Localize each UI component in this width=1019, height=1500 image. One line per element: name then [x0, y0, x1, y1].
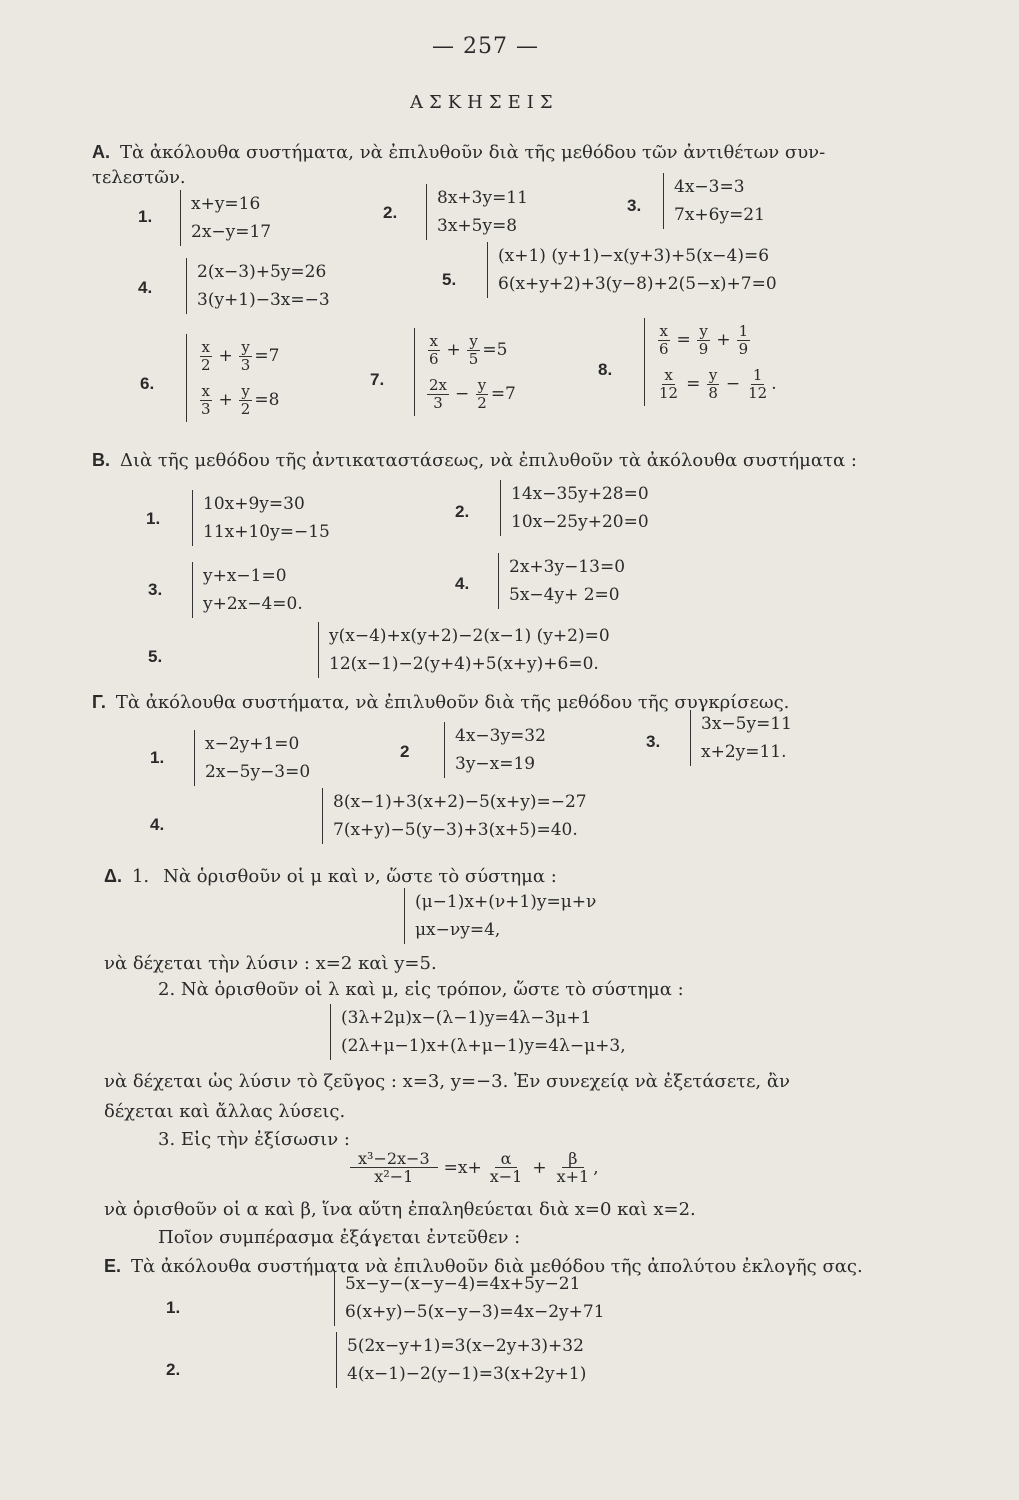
section-c-letter: Γ.: [92, 692, 106, 712]
fraction: x 6: [429, 331, 439, 368]
c-1-system: [194, 730, 310, 786]
section-b-heading: [92, 448, 857, 473]
fraction: $\frac{\alpha}{x-1}$: [489, 1149, 523, 1186]
a-4-number: 4.: [138, 278, 153, 297]
a-2-system: [426, 184, 528, 240]
equation: 11x+10y=−15: [203, 522, 330, 542]
b-2-system: [500, 480, 649, 536]
equation: 2x+3y−13=0: [509, 557, 626, 577]
b-4-number: 4.: [455, 574, 470, 593]
c-2-system: [444, 722, 546, 778]
d-2-text: 2. Νὰ ὁρισθοῦν οἱ λ καὶ μ, εἰς τρόπον, ὥστε τὸ σύστημα :: [158, 979, 684, 1000]
d-1-system: [404, 888, 596, 944]
fraction: $\frac{y}{8}$: [708, 365, 718, 402]
a-7-system: [414, 328, 516, 416]
equation: x+2y=11.: [701, 742, 787, 762]
d-2-system: [330, 1004, 626, 1060]
a-7-number: 7.: [370, 370, 385, 389]
section-a-letter: Α.: [92, 142, 110, 162]
equation: 4(x−1)−2(y−1)=3(x+2y+1): [347, 1364, 587, 1384]
d-3-question: Ποῖον συμπέρασμα ἐξάγεται ἐντεῦθεν :: [158, 1227, 521, 1248]
equation: y+2x−4=0.: [203, 594, 303, 614]
equation: 4x−3=3: [674, 177, 745, 197]
page-title: ΑΣΚΗΣΕΙΣ: [410, 92, 559, 113]
equation: 8x+3y=11: [437, 188, 528, 208]
section-b-letter: Β.: [92, 450, 110, 470]
b-4-system: [498, 553, 625, 609]
equation: x−2y+1=0: [205, 734, 300, 754]
c-3-system: [690, 710, 792, 766]
section-b-intro: Διὰ τῆς μεθόδου τῆς ἀντικαταστάσεως, νὰ ἐπιλυθοῦν τὰ ἀκόλουθα συστήματα :: [120, 450, 857, 471]
equation: x 6 + $\frac{y}{5}$ =5: [429, 331, 508, 368]
d-1-after: νὰ δέχεται τὴν λύσιν : x=2 καὶ y=5.: [104, 953, 437, 974]
fraction: $\frac{y}{2}$: [240, 381, 251, 418]
fraction: x 3: [201, 381, 211, 418]
equation: 10x−25y+20=0: [511, 512, 649, 532]
section-d-letter: Δ.: [104, 866, 122, 886]
page-number: — 257 —: [432, 34, 539, 59]
b-3-number: 3.: [148, 580, 163, 599]
equation: (3λ+2μ)x−(λ−1)y=4λ−3μ+1: [341, 1008, 592, 1028]
equation: (μ−1)x+(ν+1)y=μ+ν: [415, 892, 597, 912]
a-4-system: [186, 258, 330, 314]
equation: 5x−y−(x−y−4)=4x+5y−21: [345, 1274, 581, 1294]
section-c-intro: Τὰ ἀκόλουθα συστήματα, νὰ ἐπιλυθοῦν διὰ τῆς μεθόδου τῆς συγκρίσεως.: [115, 692, 790, 713]
c-2-number: 2: [400, 742, 410, 761]
b-5-system: [318, 622, 610, 678]
a-3-number: 3.: [627, 196, 642, 215]
a-5-number: 5.: [442, 270, 457, 289]
d-1-number: 1.: [131, 866, 150, 887]
c-4-number: 4.: [150, 815, 165, 834]
equation: 3x−5y=11: [701, 714, 792, 734]
fraction: 2x 3: [429, 375, 448, 412]
fraction: x 2: [201, 337, 211, 374]
fraction: $\frac{y}{5}$: [468, 331, 479, 368]
d-2-after-1: νὰ δέχεται ὡς λύσιν τὸ ζεῦγος : x=3, y=−3. Ἐν συνεχείᾳ νὰ ἐξετάσετε, ἂν: [104, 1071, 790, 1092]
equation: 2(x−3)+5y=26: [197, 262, 327, 282]
c-3-number: 3.: [646, 732, 661, 751]
fraction: $\frac{1}{12}$: [748, 365, 768, 402]
a-1-system: [180, 190, 271, 246]
equation: y(x−4)+x(y+2)−2(x−1) (y+2)=0: [329, 626, 610, 646]
fraction: $\frac{x}{12}$: [659, 365, 679, 402]
equation: 8(x−1)+3(x+2)−5(x+y)=−27: [333, 792, 587, 812]
equation: x 2 + $\frac{y}{3}$ =7: [201, 337, 280, 374]
equation: 6(x+y)−5(x−y−3)=4x−2y+71: [345, 1302, 605, 1322]
equation: 2x 3 − $\frac{y}{2}$ =7: [429, 375, 516, 412]
section-e-letter: Ε.: [104, 1256, 122, 1276]
fraction: $\frac{\text{x³−2x−3}}{\text{x²−1}}$: [350, 1150, 438, 1185]
section-e-intro: Τὰ ἀκόλουθα συστήματα νὰ ἐπιλυθοῦν διὰ μεθόδου τῆς ἀπολύτου ἐκλογῆς σας.: [131, 1256, 863, 1277]
a-3-system: [663, 173, 765, 229]
c-1-number: 1.: [150, 748, 165, 767]
equation: x 3 + $\frac{y}{2}$ =8: [201, 381, 280, 418]
e-1-number: 1.: [166, 1298, 181, 1317]
equation: 4x−3y=32: [455, 726, 546, 746]
b-2-number: 2.: [455, 502, 470, 521]
equation: 5x−4y+ 2=0: [509, 585, 620, 605]
equation: $\frac{x}{6}$ = $\frac{y}{9}$ + $\frac{1}{9}$: [659, 321, 749, 358]
e-2-number: 2.: [166, 1360, 181, 1379]
equation: 2x−y=17: [191, 222, 272, 242]
section-c-heading: [92, 690, 789, 715]
fraction: $\frac{1}{9}$: [738, 321, 749, 358]
equation: 7x+6y=21: [674, 205, 765, 225]
equation: 3y−x=19: [455, 754, 536, 774]
a-6-system: [186, 334, 279, 422]
equation: 3x+5y=8: [437, 216, 518, 236]
d-3-text: 3. Εἰς τὴν ἐξίσωσιν :: [158, 1129, 350, 1150]
equation: 14x−35y+28=0: [511, 484, 649, 504]
a-8-system: [644, 318, 777, 406]
e-2-system: [336, 1332, 586, 1388]
equation: 10x+9y=30: [203, 494, 305, 514]
equation: μx−νy=4,: [415, 920, 501, 940]
fraction: $\frac{y}{3}$: [240, 337, 251, 374]
b-1-system: [192, 490, 330, 546]
d-3-equation: $\frac{\text{x³−2x−3}}{\text{x²−1}}$ =x+ $\frac{\alpha}{x-1}$ + $\frac{\beta}{x+1}$ ,: [348, 1150, 599, 1185]
a-6-number: 6.: [140, 374, 155, 393]
equation: 12(x−1)−2(y+4)+5(x+y)+6=0.: [329, 654, 599, 674]
equation: 6(x+y+2)+3(y−8)+2(5−x)+7=0: [498, 274, 777, 294]
a-8-number: 8.: [598, 360, 613, 379]
equation: 2x−5y−3=0: [205, 762, 311, 782]
fraction: $\frac{y}{9}$: [698, 321, 709, 358]
equation: 7(x+y)−5(y−3)+3(x+5)=40.: [333, 820, 578, 840]
b-5-number: 5.: [148, 647, 163, 666]
d-2-after-2: δέχεται καὶ ἄλλας λύσεις.: [104, 1101, 346, 1122]
fraction: $\frac{\beta}{x+1}$: [556, 1149, 590, 1186]
section-a-intro-cont: τελεστῶν.: [92, 167, 186, 188]
equation: $\frac{x}{12}$ = $\frac{y}{8}$ − $\frac{1}{12}$ .: [659, 365, 777, 402]
b-1-number: 1.: [146, 509, 161, 528]
e-1-system: [334, 1270, 605, 1326]
equation: 3(y+1)−3x=−3: [197, 290, 330, 310]
section-a-intro: Τὰ ἀκόλουθα συστήματα, νὰ ἐπιλυθοῦν διὰ τῆς μεθόδου τῶν ἀντιθέτων συν-: [120, 142, 826, 163]
section-a-heading: [92, 140, 825, 165]
d-3-after: νὰ ὁρισθοῦν οἱ α καὶ β, ἵνα αὕτη ἐπαληθεύεται διὰ x=0 καὶ x=2.: [104, 1199, 696, 1220]
b-3-system: [192, 562, 303, 618]
equation: (x+1) (y+1)−x(y+3)+5(x−4)=6: [498, 246, 770, 266]
a-2-number: 2.: [383, 203, 398, 222]
equation: y+x−1=0: [203, 566, 287, 586]
equation: 5(2x−y+1)=3(x−2y+3)+32: [347, 1336, 584, 1356]
fraction: $\frac{y}{2}$: [477, 375, 487, 412]
fraction: $\frac{x}{6}$: [659, 321, 669, 358]
d-1-text: Νὰ ὁρισθοῦν οἱ μ καὶ ν, ὥστε τὸ σύστημα :: [163, 866, 557, 887]
equation: (2λ+μ−1)x+(λ+μ−1)y=4λ−μ+3,: [341, 1036, 626, 1056]
a-5-system: [487, 242, 777, 298]
section-d-heading: [104, 864, 557, 889]
equation: x+y=16: [191, 194, 261, 214]
c-4-system: [322, 788, 587, 844]
a-1-number: 1.: [138, 207, 153, 226]
